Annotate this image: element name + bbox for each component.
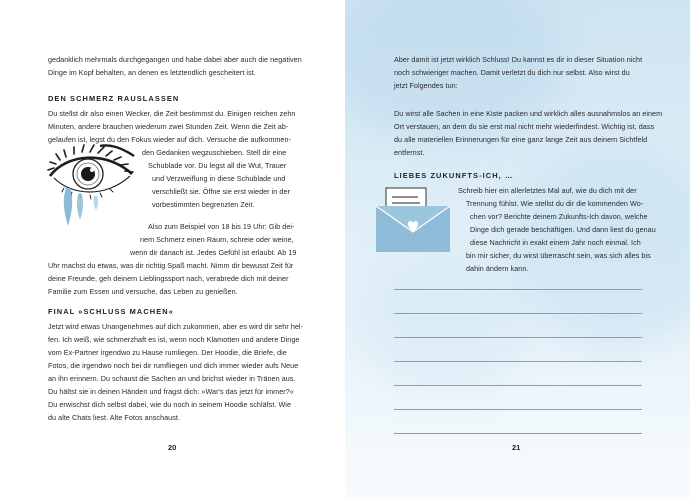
writing-line[interactable] [394, 337, 642, 338]
body-line: diese Nachricht in exakt einem Jahr noch einmal. Ich [470, 238, 641, 247]
body-line: Du stellst dir also einen Wecker, die Zeit bestimmst du. Einigen reichen zehn [48, 109, 296, 118]
body-line: Fotos, die irgendwo noch bei dir rumfliegen und dich immer wieder aufs Neue [48, 361, 299, 370]
heading-final-schluss-machen: FINAL »SCHLUSS MACHEN« [48, 307, 174, 316]
body-line: an ihn erinnern. Du schaust die Sachen an und brichst wieder in Tränen aus. [48, 374, 296, 383]
body-line: Dinge dich gerade beschäftigen. Und dann liest du genau [470, 225, 656, 234]
body-line: Jetzt wird etwas Unangenehmes auf dich zukommen, aber es wird dir sehr hel- [48, 322, 304, 331]
body-line: fen. Ich weiß, wie schmerzhaft es ist, wenn noch Klamotten und andere Dinge [48, 335, 300, 344]
body-line: Aber damit ist jetzt wirklich Schluss! Du kannst es dir in dieser Situation nicht [394, 55, 643, 64]
envelope-letter-illustration [372, 184, 454, 256]
writing-line[interactable] [394, 385, 642, 386]
body-line: vom Ex-Partner irgendwo zu Hause rumliegen. Der Hoodie, die Briefe, die [48, 348, 287, 357]
body-line: den Gedanken wegzuschieben. Stell dir eine [142, 148, 287, 157]
body-line: Schreib hier ein allerletztes Mal auf, wie du dich mit der [458, 186, 637, 195]
body-line: Trennung fühlst. Wie stellst du dir die kommenden Wo- [466, 199, 644, 208]
body-line: und Verzweiflung in diese Schublade und [152, 174, 286, 183]
body-line: Also zum Beispiel von 18 bis 19 Uhr: Gib dei- [148, 222, 295, 231]
body-line: wenn dir danach ist. Jedes Gefühl ist erlaubt. Ab 19 [130, 248, 297, 257]
heading-liebes-zukunfts-ich: LIEBES ZUKUNFTS-ICH, … [394, 171, 514, 180]
page-number-right: 21 [512, 443, 521, 452]
body-line: dahin ändern kann. [466, 264, 529, 273]
body-line: deine Freunde, geh deinem Lieblingssport nach, verabrede dich mit deiner [48, 274, 289, 283]
eye-crying-illustration [44, 140, 140, 232]
body-line: nem Schmerz einen Raum, schreie oder weine, [140, 235, 294, 244]
writing-line[interactable] [394, 361, 642, 362]
body-line: entfernst. [394, 148, 425, 157]
body-line: bin mir sicher, du wirst überrascht sein, was sich alles bis [466, 251, 651, 260]
body-line: vorbestimmten begrenzten Zeit. [152, 200, 255, 209]
body-line: Schublade vor. Du legst all die Wut, Trauer [148, 161, 287, 170]
body-line: du alte Chats liest. Alte Fotos anschaust. [48, 413, 180, 422]
body-line: Uhr machst du etwas, was dir richtig Spaß macht. Nimm dir bewusst Zeit für [48, 261, 294, 270]
body-line: noch schwieriger machen. Damit verletzt du dich nur selbst. Also wirst du [394, 68, 630, 77]
body-line: Du wirst alle Sachen in eine Kiste packen und wirklich alles ausnahmslos an einem [394, 109, 663, 118]
writing-line[interactable] [394, 409, 642, 410]
body-line: Du erwischst dich selbst dabei, wie du noch in seinem Hoodie schläfst. Wie [48, 400, 291, 409]
body-line: gelaufen ist, legst du den Fokus wieder auf dich. Versuche die aufkommen- [48, 135, 291, 144]
body-line: Ort verstauen, an dem du sie erst mal nicht mehr wiederfindest. Wichtig ist, dass [394, 122, 655, 131]
page-number-left: 20 [168, 443, 177, 452]
writing-line[interactable] [394, 289, 642, 290]
body-line: Familie zum Essen und versuche, das Leben zu genießen. [48, 287, 238, 296]
body-line: jetzt Folgendes tun: [394, 81, 458, 90]
body-line: verschließt sie. Öffne sie erst wieder in der [152, 187, 290, 196]
writing-line[interactable] [394, 433, 642, 434]
body-line: du alle materiellen Erinnerungen für eine ganz lange Zeit aus deinem Sichtfeld [394, 135, 648, 144]
body-line: Minuten, andere brauchen wiederum zwei Stunden Zeit. Wenn die Zeit ab- [48, 122, 289, 131]
body-line: chen vor? Berichte deinem Zukunfts-Ich davon, welche [470, 212, 648, 221]
intro-line-1: gedanklich mehrmals durchgegangen und habe dabei aber auch die negativen [48, 55, 302, 64]
body-line: Du hältst sie in deinen Händen und fragst dich: »War's das jetzt für immer?« [48, 387, 294, 396]
heading-schmerz-rauslassen: DEN SCHMERZ RAUSLASSEN [48, 94, 180, 103]
intro-line-2: Dinge im Kopf behalten, an denen es letztendlich gescheitert ist. [48, 68, 256, 77]
writing-line[interactable] [394, 313, 642, 314]
